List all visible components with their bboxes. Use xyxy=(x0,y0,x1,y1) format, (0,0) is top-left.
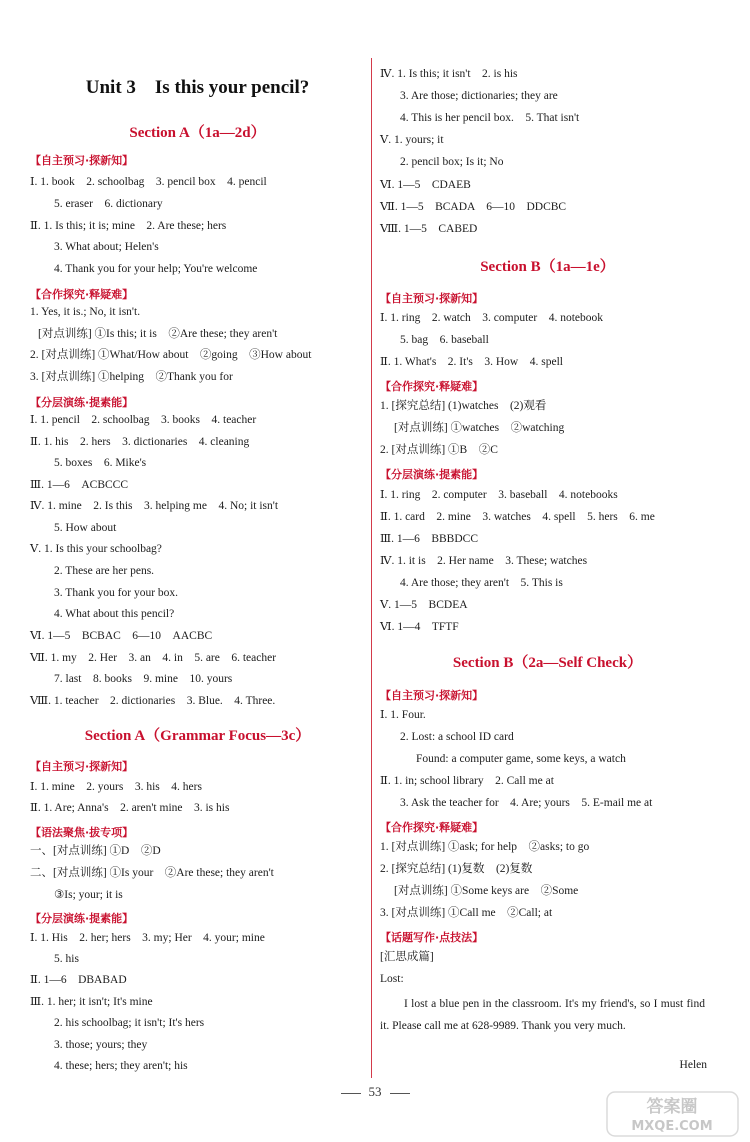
answer-line: 5. bag 6. baseball xyxy=(400,334,489,346)
answer-line: Ⅲ. 1. her; it isn't; It's mine xyxy=(30,996,153,1008)
writing-signature: Helen xyxy=(679,1059,707,1071)
section-b1-preview-tag: 【自主预习·探新知】 xyxy=(380,292,484,305)
answer-line: 3. those; yours; they xyxy=(54,1039,148,1051)
answer-line: 2. [对点训练] ①B ②C xyxy=(380,444,498,456)
answer-line: Ⅷ. 1—5 CABED xyxy=(380,223,478,235)
answer-line: Ⅲ. 1—6 BBBDCC xyxy=(380,533,478,545)
watermark-text-bottom: MXQE.COM xyxy=(631,1119,713,1134)
answer-line: 5. eraser 6. dictionary xyxy=(54,198,163,210)
watermark-text-top: 答案圈 xyxy=(646,1097,698,1117)
answer-line: 3. What about; Helen's xyxy=(54,241,159,253)
answer-line: 1. Yes, it is.; No, it isn't. xyxy=(30,306,141,318)
answer-line: Ⅰ. 1. book 2. schoolbag 3. pencil box 4. pencil xyxy=(30,176,267,188)
section-b1-title: Section B（1a—1e） xyxy=(480,259,615,275)
answer-line: 3. Are those; dictionaries; they are xyxy=(400,90,558,102)
section-b2-explore-tag: 【合作探究·释疑难】 xyxy=(380,821,484,834)
answer-line: Ⅰ. 1. ring 2. watch 3. computer 4. notebook xyxy=(380,312,604,324)
answer-line: 3. Thank you for your box. xyxy=(54,587,179,599)
answer-line: Lost: xyxy=(380,973,404,985)
answer-line: 4. Are those; they aren't 5. This is xyxy=(400,577,563,589)
answer-line: 1. [探究总结] (1)watches (2)观看 xyxy=(380,400,547,412)
answer-line: 2. pencil box; Is it; No xyxy=(400,156,504,168)
answer-line: Ⅰ. 1. Four. xyxy=(380,709,426,721)
answer-line: 5. How about xyxy=(54,522,117,534)
answer-line: Found: a computer game, some keys, a watch xyxy=(416,753,626,765)
answer-line: Ⅴ. 1—5 BCDEA xyxy=(380,599,468,611)
page-number-value: 53 xyxy=(368,1084,382,1099)
answer-line: Ⅱ. 1. What's 2. It's 3. How 4. spell xyxy=(380,356,563,368)
writing-paragraph: I lost a blue pen in the classroom. It's my friend's, so I must find it. Please call me at 628-9989. Thank you very much. xyxy=(380,998,705,1032)
answer-line: Ⅳ. 1. Is this; it isn't 2. is his xyxy=(380,68,518,80)
answer-line: Ⅵ. 1—4 TFTF xyxy=(380,621,459,633)
column-divider xyxy=(371,58,372,1078)
answer-line: 2. Lost: a school ID card xyxy=(400,731,514,743)
answer-line: 7. last 8. books 9. mine 10. yours xyxy=(54,673,233,685)
answer-line: Ⅱ. 1. Is this; it is; mine 2. Are these; hers xyxy=(30,220,227,232)
answer-line: Ⅶ. 1. my 2. Her 3. an 4. in 5. are 6. teacher xyxy=(30,652,277,664)
answer-line: Ⅴ. 1. Is this your schoolbag? xyxy=(30,543,162,555)
answer-line: [对点训练] ①Is this; it is ②Are these; they aren't xyxy=(38,328,278,340)
answer-line: Ⅰ. 1. pencil 2. schoolbag 3. books 4. teacher xyxy=(30,414,257,426)
answer-line: Ⅲ. 1—6 ACBCCC xyxy=(30,479,128,491)
answer-line: 2. [探究总结] (1)复数 (2)复数 xyxy=(380,863,533,875)
answer-line: Ⅰ. 1. His 2. her; hers 3. my; Her 4. your; mine xyxy=(30,932,265,944)
section-a1-explore-tag: 【合作探究·释疑难】 xyxy=(30,288,134,301)
answer-line: 二、[对点训练] ①Is your ②Are these; they aren't xyxy=(30,867,274,879)
answer-line: 4. What about this pencil? xyxy=(54,608,175,620)
answer-line: 4. these; hers; they aren't; his xyxy=(54,1060,188,1072)
section-b1-practice-tag: 【分层演练·提素能】 xyxy=(380,468,484,481)
answer-line: 3. Ask the teacher for 4. Are; yours 5. E-mail me at xyxy=(400,797,653,809)
answer-line: Ⅱ. 1—6 DBABAD xyxy=(30,974,127,986)
section-a2-grammar-tag: 【语法聚焦·拔专项】 xyxy=(30,826,134,839)
answer-line: 2. his schoolbag; it isn't; It's hers xyxy=(54,1017,205,1029)
answer-line: Ⅷ. 1. teacher 2. dictionaries 3. Blue. 4. Three. xyxy=(30,695,276,707)
answer-line: 4. This is her pencil box. 5. That isn't xyxy=(400,112,580,124)
section-a2-title: Section A（Grammar Focus—3c） xyxy=(84,728,311,744)
answer-line: [对点训练] ①Some keys are ②Some xyxy=(394,885,579,897)
section-a1-preview-tag: 【自主预习·探新知】 xyxy=(30,154,134,167)
answer-line: 3. [对点训练] ①helping ②Thank you for xyxy=(30,371,233,383)
answer-line: Ⅳ. 1. it is 2. Her name 3. These; watches xyxy=(380,555,588,567)
section-b2-writing-tag: 【话题写作·点技法】 xyxy=(380,931,484,944)
unit-title: Unit 3 Is this your pencil? xyxy=(85,77,310,98)
answer-line: 4. Thank you for your help; You're welcome xyxy=(54,263,258,275)
answer-line: Ⅱ. 1. in; school library 2. Call me at xyxy=(380,775,554,787)
answer-line: [对点训练] ①watches ②watching xyxy=(394,422,565,434)
answer-line: 2. [对点训练] ①What/How about ②going ③How about xyxy=(30,349,312,361)
answer-line: [汇思成篇] xyxy=(380,951,434,963)
section-b2-preview-tag: 【自主预习·探新知】 xyxy=(380,689,484,702)
answer-line: Ⅶ. 1—5 BCADA 6—10 DDCBC xyxy=(380,201,567,213)
answer-line: 5. his xyxy=(54,953,79,965)
answer-line: ③Is; your; it is xyxy=(54,889,123,901)
answer-line: 5. boxes 6. Mike's xyxy=(54,457,147,469)
section-a2-practice-tag: 【分层演练·提素能】 xyxy=(30,912,134,925)
page-number-dash-left xyxy=(341,1093,361,1094)
answer-line: 1. [对点训练] ①ask; for help ②asks; to go xyxy=(380,841,590,853)
answer-line: Ⅳ. 1. mine 2. Is this 3. helping me 4. No; it isn't xyxy=(30,500,279,512)
answer-line: Ⅱ. 1. Are; Anna's 2. aren't mine 3. is his xyxy=(30,802,230,814)
section-a1-title: Section A（1a—2d） xyxy=(129,125,266,141)
section-a1-practice-tag: 【分层演练·提素能】 xyxy=(30,396,134,409)
answer-line: Ⅵ. 1—5 BCBAC 6—10 AACBC xyxy=(30,630,213,642)
answer-line: Ⅵ. 1—5 CDAEB xyxy=(380,179,471,191)
section-b2-title: Section B（2a—Self Check） xyxy=(452,655,643,671)
answer-line: Ⅱ. 1. card 2. mine 3. watches 4. spell 5. hers 6. me xyxy=(380,511,655,523)
answer-line: Ⅴ. 1. yours; it xyxy=(380,134,444,146)
page-number-dash-right xyxy=(390,1093,410,1094)
answer-line: 3. [对点训练] ①Call me ②Call; at xyxy=(380,907,553,919)
answer-line: Ⅰ. 1. ring 2. computer 3. baseball 4. notebooks xyxy=(380,489,618,501)
answer-line: Ⅱ. 1. his 2. hers 3. dictionaries 4. cleaning xyxy=(30,436,250,448)
watermark-logo xyxy=(605,1090,740,1138)
section-b1-explore-tag: 【合作探究·释疑难】 xyxy=(380,380,484,393)
answer-line: 2. These are her pens. xyxy=(54,565,155,577)
answer-line: Ⅰ. 1. mine 2. yours 3. his 4. hers xyxy=(30,781,202,793)
section-a2-preview-tag: 【自主预习·探新知】 xyxy=(30,760,134,773)
answer-line: 一、[对点训练] ①D ②D xyxy=(30,845,161,857)
